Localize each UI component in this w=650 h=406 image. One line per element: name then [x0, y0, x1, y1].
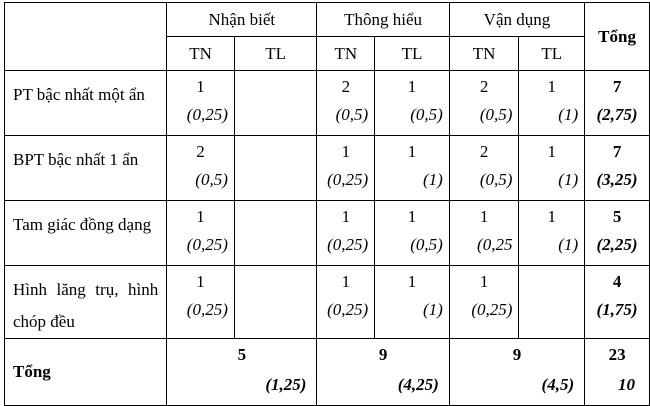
- point-value: (1): [422, 170, 443, 189]
- table-row: [5, 136, 650, 201]
- matrix-cell: [234, 71, 317, 136]
- table-row: [5, 201, 650, 266]
- point-value: (0,25): [186, 235, 228, 254]
- matrix-cell: [449, 201, 519, 266]
- point-value: (0,25): [471, 300, 513, 319]
- matrix-cell: [375, 71, 450, 136]
- total-count: 4: [612, 272, 622, 291]
- subheader-tn: TN: [449, 37, 519, 71]
- question-count: 2: [196, 142, 205, 161]
- table-row: [5, 71, 650, 136]
- matrix-cell: [317, 266, 375, 339]
- matrix-cell: [519, 266, 585, 339]
- matrix-cell: [449, 266, 519, 339]
- question-count: 1: [479, 272, 489, 291]
- point-value: (0,25): [186, 105, 228, 124]
- header-total: Tổng: [585, 3, 650, 71]
- row-total: [585, 71, 650, 136]
- exam-matrix-table: [4, 2, 650, 406]
- point-value: (1): [422, 300, 443, 319]
- total-count: 23: [608, 345, 626, 364]
- matrix-cell: [449, 71, 519, 136]
- total-row-label: Tổng: [5, 339, 167, 406]
- matrix-cell: [167, 201, 235, 266]
- question-count: 2: [479, 142, 489, 161]
- matrix-cell: [519, 201, 585, 266]
- row-total: [585, 136, 650, 201]
- question-count: 1: [479, 207, 489, 226]
- question-count: 1: [407, 272, 417, 291]
- total-points: (2,25): [596, 235, 638, 254]
- row-label: PT bậc nhất một ẩn: [5, 71, 167, 136]
- total-points: (4,5): [541, 375, 575, 394]
- question-count: 1: [196, 207, 205, 226]
- question-count: 1: [196, 77, 205, 96]
- row-label: Hình lăng trụ, hình chóp đều: [5, 266, 167, 339]
- matrix-cell: [519, 136, 585, 201]
- total-count: 5: [612, 207, 622, 226]
- subheader-tl: TL: [519, 37, 585, 71]
- total-points: (1,25): [265, 375, 307, 394]
- header-level-application: Vận dụng: [449, 3, 584, 37]
- total-count: 7: [612, 77, 622, 96]
- point-value: (0,25: [477, 235, 513, 254]
- total-points: (1,75): [596, 300, 638, 319]
- question-count: 1: [407, 77, 417, 96]
- grand-total: [585, 339, 650, 406]
- group-total: [449, 339, 584, 406]
- point-value: (0,25): [186, 300, 228, 319]
- point-value: (0,5): [479, 105, 513, 124]
- matrix-cell: [317, 201, 375, 266]
- question-count: 2: [479, 77, 489, 96]
- point-value: (0,25): [327, 235, 369, 254]
- matrix-cell: [167, 71, 235, 136]
- point-value: (0,5): [410, 105, 443, 124]
- matrix-cell: [519, 71, 585, 136]
- subheader-tn: TN: [167, 37, 235, 71]
- point-value: (1): [558, 235, 579, 254]
- total-count: 5: [237, 345, 247, 364]
- point-value: (1): [558, 170, 579, 189]
- question-count: 1: [341, 272, 351, 291]
- group-total: [317, 339, 449, 406]
- group-total: [167, 339, 317, 406]
- matrix-cell: [375, 266, 450, 339]
- matrix-cell: [375, 201, 450, 266]
- subheader-tn: TN: [317, 37, 375, 71]
- total-count: 9: [512, 345, 522, 364]
- matrix-cell: [234, 201, 317, 266]
- point-value: (0,5): [410, 235, 443, 254]
- point-value: (0,5): [195, 170, 228, 189]
- point-value: (0,25): [327, 300, 369, 319]
- total-count: 9: [378, 345, 388, 364]
- subheader-tl: TL: [234, 37, 317, 71]
- matrix-cell: [317, 71, 375, 136]
- header-level-understanding: Thông hiểu: [317, 3, 449, 37]
- matrix-cell: [167, 266, 235, 339]
- matrix-cell: [375, 136, 450, 201]
- matrix-cell: [317, 136, 375, 201]
- row-total: [585, 201, 650, 266]
- subheader-tl: TL: [375, 37, 450, 71]
- point-value: (0,25): [327, 170, 369, 189]
- row-total: [585, 266, 650, 339]
- total-points: (3,25): [596, 170, 638, 189]
- total-points: (2,75): [596, 105, 638, 124]
- row-label: Tam giác đồng dạng: [5, 201, 167, 266]
- matrix-cell: [234, 266, 317, 339]
- question-count: 1: [196, 272, 205, 291]
- question-count: 2: [341, 77, 351, 96]
- matrix-cell: [234, 136, 317, 201]
- total-points: (4,25): [397, 375, 439, 394]
- point-value: (0,5): [335, 105, 369, 124]
- corner-cell: [5, 3, 167, 71]
- question-count: 1: [341, 142, 351, 161]
- point-value: (0,5): [479, 170, 513, 189]
- matrix-cell: [167, 136, 235, 201]
- total-row: [5, 339, 650, 406]
- matrix-cell: [449, 136, 519, 201]
- point-value: (1): [558, 105, 579, 124]
- total-points: 10: [618, 375, 635, 394]
- question-count: 1: [407, 207, 417, 226]
- question-count: 1: [547, 142, 557, 161]
- table-row: [5, 266, 650, 339]
- question-count: 1: [547, 77, 557, 96]
- question-count: 1: [547, 207, 557, 226]
- question-count: 1: [341, 207, 351, 226]
- total-count: 7: [612, 142, 622, 161]
- row-label: BPT bậc nhất 1 ẩn: [5, 136, 167, 201]
- question-count: 1: [407, 142, 417, 161]
- header-level-recognition: Nhận biết: [167, 3, 317, 37]
